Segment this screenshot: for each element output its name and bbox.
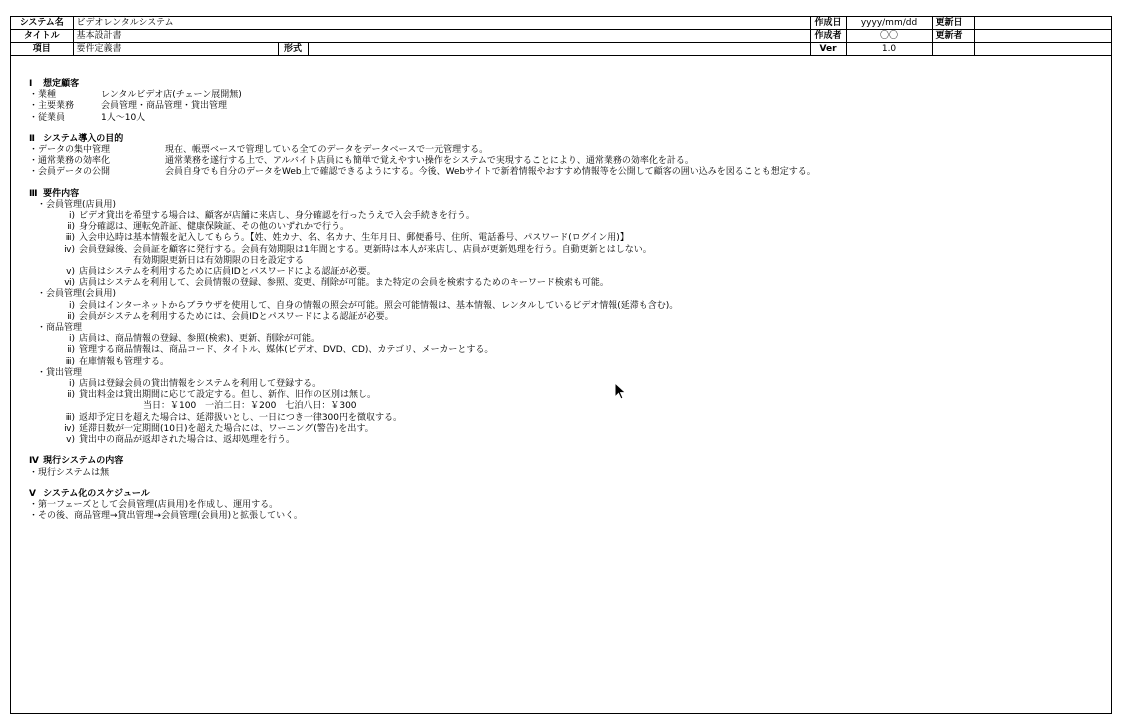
item-marker: ⅵ) bbox=[64, 278, 75, 289]
section-number: Ⅱ bbox=[29, 133, 35, 144]
document-body bbox=[29, 79, 1101, 522]
item-text: 延滞日数が一定期間(10日)を超えた場合には、ワーニング(警告)を出す。 bbox=[79, 423, 374, 434]
field-key: ・業種 bbox=[29, 90, 57, 101]
item-marker: ⅰ) bbox=[68, 211, 75, 222]
section-number: Ⅳ bbox=[29, 456, 39, 467]
blank-cell bbox=[974, 43, 1111, 56]
format-value bbox=[308, 43, 810, 56]
section-title: 要件内容 bbox=[43, 188, 80, 199]
field-key: ・従業員 bbox=[29, 112, 66, 123]
section-number: Ⅲ bbox=[29, 188, 38, 199]
field-value: レンタルビデオ店(チェーン展開無) bbox=[101, 90, 242, 101]
section-title: 想定顧客 bbox=[43, 79, 80, 89]
item-marker: ⅰ) bbox=[68, 300, 75, 311]
section-heading bbox=[29, 189, 1101, 200]
subsection-title: ・会員管理(店員用) bbox=[37, 199, 117, 210]
item-marker: ⅱ) bbox=[67, 311, 75, 322]
updated-date-value bbox=[974, 17, 1111, 30]
item-text: 会員がシステムを利用するためには、会員IDとパスワードによる認証が必要。 bbox=[79, 311, 394, 322]
section-number: Ⅰ bbox=[29, 79, 33, 89]
item-marker: ⅰ) bbox=[68, 334, 75, 345]
section-heading bbox=[29, 134, 1101, 145]
system-name-value: ビデオレンタルシステム bbox=[73, 17, 810, 30]
format-label: 形式 bbox=[278, 43, 308, 56]
ver-value: 1.0 bbox=[846, 43, 932, 56]
item-marker: ⅱ) bbox=[67, 345, 75, 356]
created-date-value: yyyy/mm/dd bbox=[846, 17, 932, 30]
blank-cell bbox=[932, 43, 974, 56]
item-text: 貸出中の商品が返却された場合は、返却処理を行う。 bbox=[79, 435, 296, 446]
item-marker: ⅳ) bbox=[64, 423, 75, 434]
item-text: 身分確認は、運転免許証、健康保険証、その他のいずれかで行う。 bbox=[79, 222, 350, 233]
item-text: 会員登録後、会員証を顧客に発行する。会員有効期限は1年間とする。更新時は本人が来店し、店員が更新処理を行う。自動更新とはしない。 bbox=[79, 244, 652, 255]
field-value: 現在、帳票ベースで管理している全てのデータをデータベースで一元管理する。 bbox=[165, 145, 489, 156]
item-text: 管理する商品情報は、商品コード、タイトル、媒体(ビデオ、DVD、CD)、カテゴリ、メーカーとする。 bbox=[79, 345, 494, 356]
system-name-label: システム名 bbox=[11, 17, 73, 30]
field-key: ・通常業務の効率化 bbox=[29, 156, 111, 167]
item-marker: ⅱ) bbox=[67, 222, 75, 233]
field-value: 会員自身でも自分のデータをWeb上で確認できるようにする。今後、Webサイトで新着情報やおすすめ情報等を公開して顧客の囲い込みを図ることも想定する。 bbox=[165, 167, 816, 178]
item-label: 項目 bbox=[11, 43, 73, 56]
section-heading bbox=[29, 456, 1101, 467]
item-text: ビデオ貸出を希望する場合は、顧客が店舗に来店し、身分確認を行ったうえで入会手続きを行う。 bbox=[79, 211, 475, 222]
item-marker: ⅰ) bbox=[68, 379, 75, 390]
mouse-pointer-icon bbox=[614, 382, 628, 400]
item-value: 要件定義書 bbox=[73, 43, 278, 56]
item-text: 店員は登録会員の貸出情報をシステムを利用して登録する。 bbox=[79, 379, 322, 390]
created-date-label: 作成日 bbox=[810, 17, 846, 30]
item-marker: ⅲ) bbox=[65, 412, 75, 423]
item-marker: ⅲ) bbox=[65, 356, 75, 367]
section-title: 現行システムの内容 bbox=[43, 456, 124, 467]
author-label: 作成者 bbox=[810, 30, 846, 43]
body-line: ・現行システムは無 bbox=[29, 467, 110, 478]
item-text: 店員はシステムを利用して、会員情報の登録、参照、変更、削除が可能。また特定の会員を検索するためのキーワード検索も可能。 bbox=[79, 278, 609, 289]
item-marker: ⅲ) bbox=[65, 233, 75, 244]
section-title: システム化のスケジュール bbox=[43, 488, 150, 499]
updated-date-label: 更新日 bbox=[932, 17, 974, 30]
item-marker: ⅴ) bbox=[66, 267, 75, 278]
field-key: ・データの集中管理 bbox=[29, 145, 111, 156]
section-heading bbox=[29, 489, 1101, 500]
item-text: 返却予定日を超えた場合は、延滞扱いとし、一日につき一律300円を徴収する。 bbox=[79, 412, 403, 423]
field-value: 通常業務を遂行する上で、アルバイト店員にも簡単で覚えやすい操作をシステムで実現することにより、通常業務の効率化を計る。 bbox=[165, 156, 694, 167]
section-number: Ⅴ bbox=[29, 488, 36, 499]
subsection-title: ・会員管理(会員用) bbox=[37, 289, 117, 300]
ver-label: Ver bbox=[810, 43, 846, 56]
subsection-title: ・貸出管理 bbox=[37, 367, 83, 378]
subsection-title: ・商品管理 bbox=[37, 323, 83, 334]
item-marker: ⅱ) bbox=[67, 390, 75, 401]
section-title: システム導入の目的 bbox=[43, 133, 124, 144]
item-note: 当日：￥100 一泊二日：￥200 七泊八日：￥300 bbox=[143, 401, 357, 412]
body-line: ・その後、商品管理→貸出管理→会員管理(会員用)と拡張していく。 bbox=[29, 511, 303, 522]
item-text: 貸出料金は貸出期間に応じて設定する。但し、新作、旧作の区別は無し。 bbox=[79, 390, 377, 401]
field-value: 会員管理・商品管理・貸出管理 bbox=[101, 101, 228, 112]
item-marker: ⅳ) bbox=[64, 244, 75, 255]
item-text: 会員はインターネットからブラウザを使用して、自身の情報の照会が可能。照会可能情報は、基本情報、レンタルしているビデオ情報(延滞も含む)。 bbox=[79, 300, 679, 311]
item-text: 入会申込時は基本情報を記入してもらう。【姓、姓カナ、名、名カナ、生年月日、郵便番号、住所、電話番号、パスワード(ログイン用)】 bbox=[79, 233, 629, 244]
item-text: 店員は、商品情報の登録、参照(検索)、更新、削除が可能。 bbox=[79, 334, 321, 345]
field-key: ・会員データの公開 bbox=[29, 167, 111, 178]
item-note: 有効期限更新日は有効期限の日を設定する bbox=[133, 255, 305, 266]
header-table bbox=[11, 17, 1111, 56]
title-value: 基本設計書 bbox=[73, 30, 810, 43]
field-value: 1人～10人 bbox=[101, 112, 146, 123]
body-line: ・第一フェーズとして会員管理(店員用)を作成し、運用する。 bbox=[29, 499, 279, 510]
title-label: タイトル bbox=[11, 30, 73, 43]
section-heading bbox=[29, 79, 1101, 90]
field-key: ・主要業務 bbox=[29, 101, 75, 112]
updater-value bbox=[974, 30, 1111, 43]
document-sheet bbox=[10, 16, 1112, 714]
item-text: 店員はシステムを利用するために店員IDとパスワードによる認証が必要。 bbox=[79, 267, 376, 278]
author-value: 〇〇 bbox=[846, 30, 932, 43]
updater-label: 更新者 bbox=[932, 30, 974, 43]
item-marker: ⅴ) bbox=[66, 435, 75, 446]
item-text: 在庫情報も管理する。 bbox=[79, 356, 170, 367]
